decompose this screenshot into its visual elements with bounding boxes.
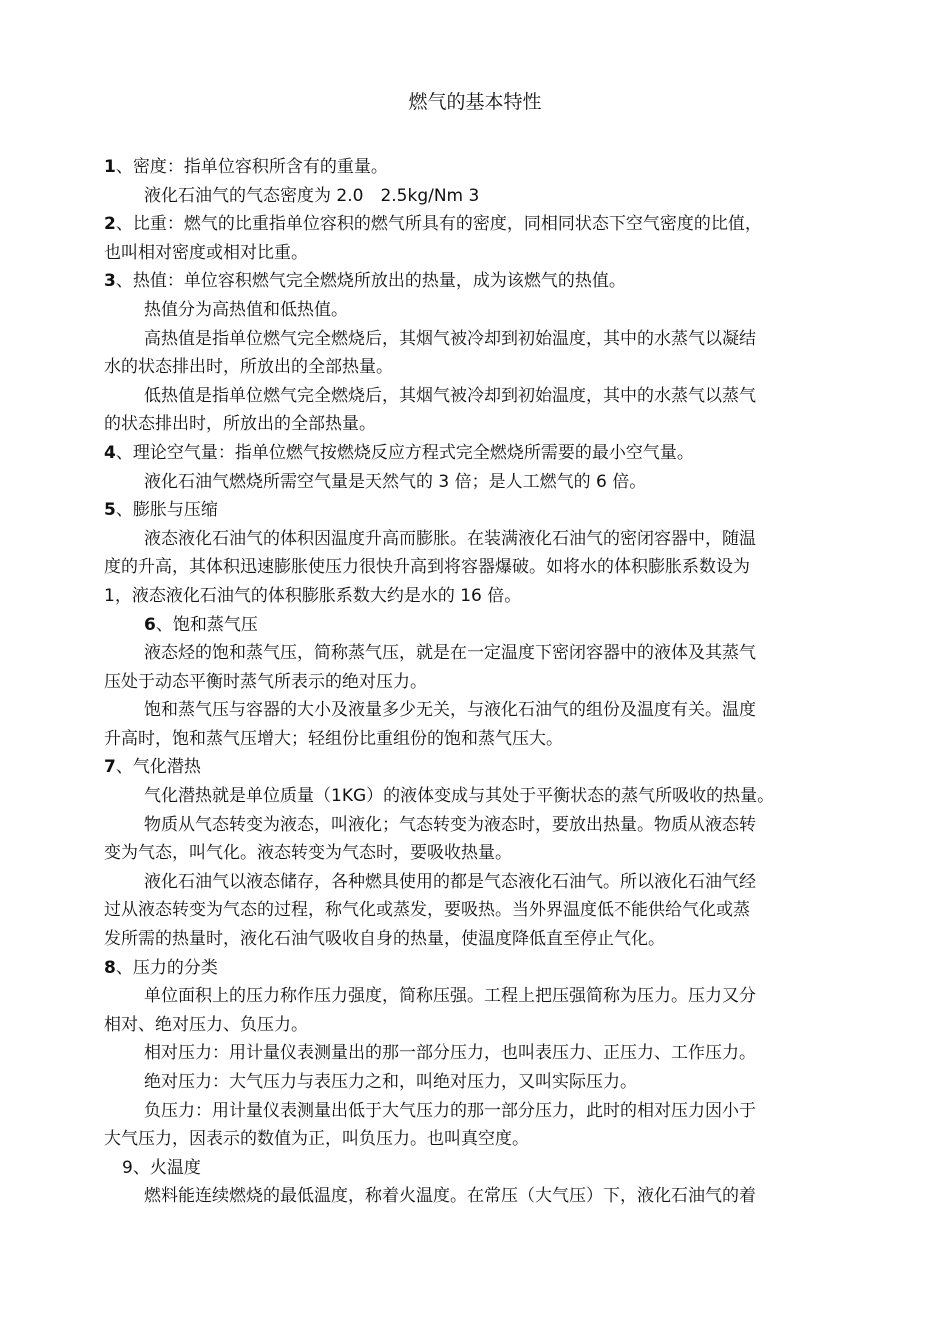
paragraph-vaporization-1: 液化石油气以液态储存，各种燃具使用的都是气态液化石油气。所以液化石油气经 <box>144 871 756 892</box>
paragraph-pressure-1: 单位面积上的压力称作压力强度，简称压强。工程上把压强简称为压力。压力又分 <box>144 986 756 1007</box>
section-6-heading: 6、饱和蒸气压 <box>144 614 258 635</box>
section-3-heading: 3、热值：单位容积燃气完全燃烧所放出的热量，成为该燃气的热值。 <box>104 271 626 292</box>
section-2-heading: 2、比重：燃气的比重指单位容积的燃气所具有的密度，同相同状态下空气密度的比值， <box>104 214 762 235</box>
paragraph-expansion-1: 液态液化石油气的体积因温度升高而膨胀。在装满液化石油气的密闭容器中，随温 <box>144 528 756 549</box>
paragraph-heat-types: 热值分为高热值和低热值。 <box>144 299 348 320</box>
document-title: 燃气的基本特性 <box>408 91 542 113</box>
paragraph-phase-change-2: 变为气态，叫气化。液态转变为气态时，要吸收热量。 <box>104 843 512 864</box>
paragraph-high-heat-2: 水的状态排出时，所放出的全部热量。 <box>104 357 393 378</box>
paragraph-vaporization-3: 发所需的热量时，液化石油气吸收自身的热量，使温度降低直至停止气化。 <box>104 929 665 950</box>
paragraph-pressure-2: 相对、绝对压力、负压力。 <box>104 1014 308 1035</box>
section-8-heading: 8、压力的分类 <box>104 957 218 978</box>
section-4-heading: 4、理论空气量：指单位燃气按燃烧反应方程式完全燃烧所需要的最小空气量。 <box>104 442 694 463</box>
paragraph-high-heat-1: 高热值是指单位燃气完全燃烧后，其烟气被冷却到初始温度，其中的水蒸气以凝结 <box>144 328 756 349</box>
section-5-heading: 5、膨胀与压缩 <box>104 500 218 521</box>
document-body <box>104 153 879 1211</box>
paragraph-negative-pressure-1: 负压力：用计量仪表测量出低于大气压力的那一部分压力，此时的相对压力因小于 <box>144 1100 756 1121</box>
paragraph-phase-change-1: 物质从气态转变为液态，叫液化；气态转变为液态时，要放出热量。物质从液态转 <box>144 814 756 835</box>
paragraph-vapor-pressure-1: 液态烃的饱和蒸气压，简称蒸气压，就是在一定温度下密闭容器中的液体及其蒸气 <box>144 643 756 664</box>
paragraph-vaporization-2: 过从液态转变为气态的过程，称气化或蒸发，要吸热。当外界温度低不能供给气化或蒸 <box>104 900 750 921</box>
paragraph-latent-heat: 气化潜热就是单位质量（1KG）的液体变成与其处于平衡状态的蒸气所吸收的热量。 <box>144 786 775 807</box>
paragraph-density-value: 液化石油气的气态密度为 2.0 2.5kg/Nm 3 <box>144 185 480 206</box>
paragraph-vapor-pressure-4: 升高时，饱和蒸气压增大；轻组份比重组份的饱和蒸气压大。 <box>104 728 563 749</box>
paragraph-low-heat-1: 低热值是指单位燃气完全燃烧后，其烟气被冷却到初始温度，其中的水蒸气以蒸气 <box>144 385 756 406</box>
paragraph-absolute-pressure: 绝对压力：大气压力与表压力之和，叫绝对压力，又叫实际压力。 <box>144 1072 637 1092</box>
paragraph-vapor-pressure-3: 饱和蒸气压与容器的大小及液量多少无关，与液化石油气的组份及温度有关。温度 <box>144 700 756 721</box>
section-2-heading-cont: 也叫相对密度或相对比重。 <box>104 242 308 263</box>
section-9-heading: 9、火温度 <box>122 1157 201 1178</box>
paragraph-negative-pressure-2: 大气压力，因表示的数值为正，叫负压力。也叫真空度。 <box>104 1129 529 1150</box>
paragraph-expansion-2: 度的升高，其体积迅速膨胀使压力很快升高到将容器爆破。如将水的体积膨胀系数设为 <box>104 557 750 578</box>
paragraph-ignition-temp: 燃料能连续燃烧的最低温度，称着火温度。在常压（大气压）下，液化石油气的着 <box>144 1186 756 1207</box>
section-7-heading: 7、气化潜热 <box>104 757 201 778</box>
paragraph-relative-pressure: 相对压力：用计量仪表测量出的那一部分压力，也叫表压力、正压力、工作压力。 <box>144 1043 756 1064</box>
paragraph-low-heat-2: 的状态排出时，所放出的全部热量。 <box>104 414 376 435</box>
section-1-heading: 1、密度：指单位容积所含有的重量。 <box>104 157 388 177</box>
paragraph-vapor-pressure-2: 压处于动态平衡时蒸气所表示的绝对压力。 <box>104 671 427 692</box>
paragraph-air-ratio: 液化石油气燃烧所需空气量是天然气的 3 倍；是人工燃气的 6 倍。 <box>144 471 647 492</box>
paragraph-expansion-3: 1，液态液化石油气的体积膨胀系数大约是水的 16 倍。 <box>104 585 522 606</box>
